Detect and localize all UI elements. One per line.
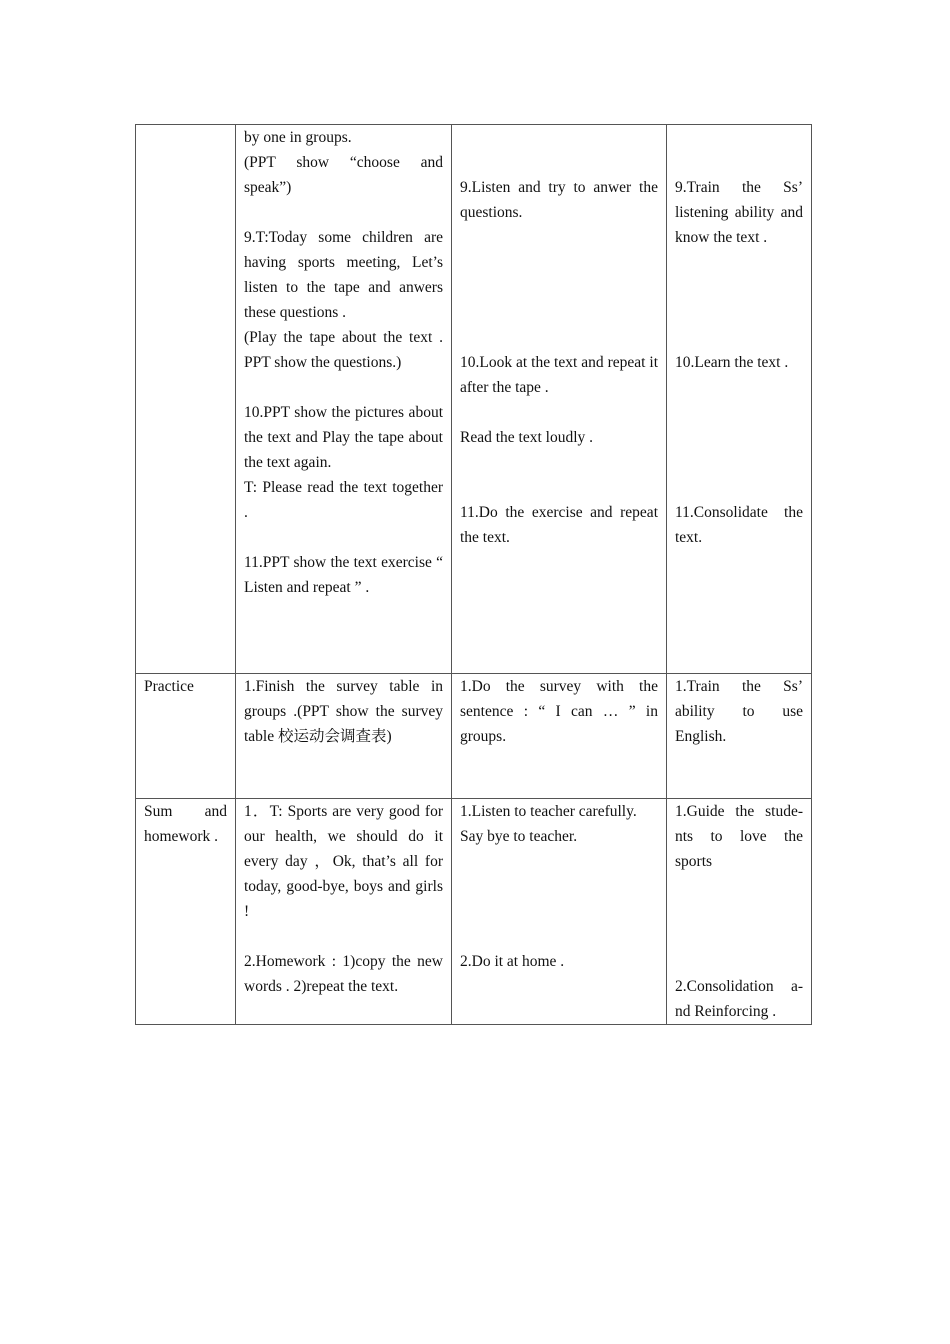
purpose-cell [667,125,812,674]
teacher-activity-cell [236,125,452,674]
cell-line: 2.Consolidation a-nd Reinforcing . [675,978,803,1020]
cell-line [244,525,443,550]
cell-line: 10.Learn the text . [675,354,789,371]
table-row [136,125,812,674]
cell-line: 1．T: Sports are very good for our health, we should do it every day ，Ok, that’s all for today, good-bye, boys and girls ! [244,803,447,920]
stage-cell [136,125,236,674]
cell-line: 2.Homework : 1)copy the new words . 2)repeat the text. [244,953,447,995]
cell-line: 9.T:Today some children are having sports meeting, Let’s listen to the tape and anwers these questions . [244,229,447,321]
stage-label: Sum and homework . [144,803,231,845]
table-row [136,674,812,799]
cell-line: 1.Guide the stude-nts to love the sports [675,803,807,870]
cell-line: 10.Look at the text and repeat it after the tape . [460,354,662,396]
cell-line: 11.Do the exercise and repeat the text. [460,504,662,546]
lesson-plan-table [135,124,812,1025]
teacher-activity-cell [236,674,452,799]
teacher-activity-cell [236,799,452,1025]
cell-line: 10.PPT show the pictures about the text and Play the tape about the text again. [244,404,447,471]
cell-line: by one in groups. [244,129,352,146]
cell-line: 1.Do the survey with the sentence : “ I can … ” in groups. [460,678,662,745]
cell-line: 1.Finish the survey table in groups .(PPT show the survey table 校运动会调查表) [244,678,447,745]
cell-line: (PPT show “choose and speak”) [244,154,447,196]
student-activity-cell [452,125,667,674]
cell-line: T: Please read the text together . [244,479,447,521]
table-row [136,799,812,1025]
purpose-cell [667,799,812,1025]
cell-line: 11.Consolidate the text. [675,504,807,546]
cell-line [244,375,443,400]
purpose-cell [667,674,812,799]
stage-label: Practice [144,678,194,695]
cell-line: 9.Train the Ss’ listening ability and know the text . [675,179,807,246]
cell-line [244,200,443,225]
cell-line: Read the text loudly . [460,429,594,446]
stage-cell [136,799,236,1025]
cell-line: Say bye to teacher. [460,828,578,845]
cell-line: 11.PPT show the text exercise “ Listen and repeat ” . [244,554,447,596]
cell-line: 1.Train the Ss’ ability to use English. [675,678,807,745]
cell-line: 1.Listen to teacher carefully. [460,803,637,820]
student-activity-cell [452,799,667,1025]
stage-cell [136,674,236,799]
cell-line: (Play the tape about the text . PPT show the questions.) [244,329,447,371]
cell-line: 2.Do it at home . [460,953,565,970]
student-activity-cell [452,674,667,799]
cell-line: 9.Listen and try to anwer the questions. [460,179,662,221]
